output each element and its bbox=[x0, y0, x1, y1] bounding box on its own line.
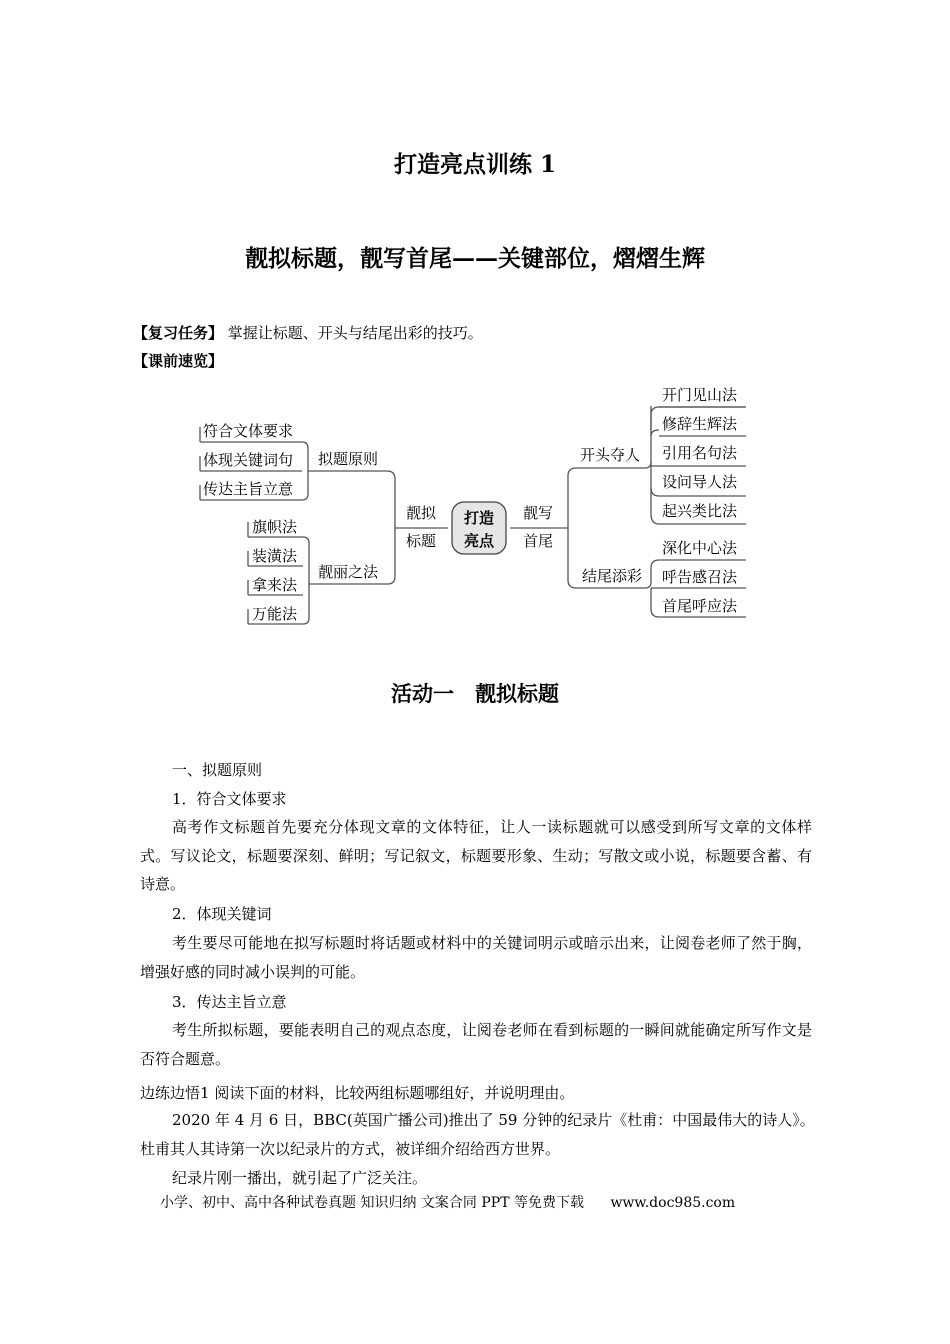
principle-label: 体现关键词 bbox=[196, 905, 272, 923]
right-branch-line-1: 靓写 bbox=[522, 504, 554, 522]
mindmap-group-label: 拟题原则 bbox=[317, 450, 379, 468]
mindmap-item: 传达主旨立意 bbox=[203, 480, 294, 498]
mindmap-item: 万能法 bbox=[252, 605, 298, 623]
section-heading: 一、拟题原则 bbox=[172, 761, 263, 779]
material-paragraph-2: 纪录片刚一播出，就引起了广泛关注。 bbox=[172, 1169, 428, 1187]
mindmap-item: 深化中心法 bbox=[662, 539, 738, 557]
page-title: 打造亮点训练 1 bbox=[393, 151, 556, 178]
principle-heading-2 bbox=[172, 903, 272, 924]
principle-number: 1． bbox=[172, 790, 197, 808]
mindmap-item: 开门见山法 bbox=[662, 386, 738, 404]
material-paragraph-1: 2020 年 4 月 6 日，BBC(英国广播公司)推出了 59 分钟的纪录片《杜甫：中国最伟大的诗人》。杜甫其人其诗第一次以纪录片的方式，被详细介绍给西方世界。 bbox=[140, 1111, 815, 1158]
left-branch-line-2: 标题 bbox=[405, 532, 437, 550]
activity-title: 活动一 靓拟标题 bbox=[391, 681, 559, 706]
footer-text: 小学、初中、高中各种试卷真题 知识归纳 文案合同 PPT 等免费下载 bbox=[160, 1195, 584, 1211]
principle-label: 传达主旨立意 bbox=[196, 993, 287, 1011]
principle-heading-3 bbox=[172, 991, 287, 1012]
mindmap-item: 引用名句法 bbox=[662, 444, 738, 462]
page-subtitle: 靓拟标题，靓写首尾——关键部位，熠熠生辉 bbox=[245, 245, 705, 272]
center-node-line-1: 打造 bbox=[463, 509, 495, 527]
footer-site: www.doc985.com bbox=[610, 1195, 736, 1211]
mindmap-item: 体现关键词句 bbox=[203, 451, 294, 469]
principle-text-3: 考生所拟标题，要能表明自己的观点态度，让阅卷老师在看到标题的一瞬间就能确定所写作文是否符合题意。 bbox=[140, 1021, 812, 1068]
mindmap-group-label: 开头夺人 bbox=[579, 446, 641, 464]
practice-prompt bbox=[140, 1082, 574, 1103]
mindmap-item: 呼告感召法 bbox=[662, 568, 738, 586]
preview-tag: 【课前速览】 bbox=[133, 352, 224, 370]
review-task-text: 掌握让标题、开头与结尾出彩的技巧。 bbox=[227, 324, 483, 342]
footer bbox=[160, 1192, 735, 1212]
mindmap-item: 旗帜法 bbox=[252, 518, 298, 536]
right-branch-line-2: 首尾 bbox=[522, 532, 554, 550]
review-task-tag: 【复习任务】 bbox=[133, 324, 224, 342]
mindmap-item: 符合文体要求 bbox=[203, 422, 294, 440]
principle-number: 2． bbox=[172, 905, 197, 923]
mindmap-group-label: 靓丽之法 bbox=[317, 563, 379, 581]
mindmap-item: 拿来法 bbox=[252, 576, 298, 594]
review-task bbox=[133, 322, 483, 343]
mindmap-item: 首尾呼应法 bbox=[662, 597, 738, 615]
principle-number: 3． bbox=[172, 993, 197, 1011]
left-branch-line-1: 靓拟 bbox=[405, 504, 437, 522]
practice-text: 1 阅读下面的材料，比较两组标题哪组好，并说明理由。 bbox=[200, 1084, 575, 1102]
mind-map bbox=[190, 378, 760, 633]
mindmap-item: 设问导人法 bbox=[662, 473, 738, 491]
mindmap-item: 装潢法 bbox=[252, 547, 298, 565]
principle-text-1: 高考作文标题首先要充分体现文章的文体特征，让人一读标题就可以感受到所写文章的文体样式。写议论文，标题要深刻、鲜明；写记叙文，标题要形象、生动；写散文或小说，标题要含蓄、有诗意。 bbox=[140, 818, 812, 893]
mindmap-group-label: 结尾添彩 bbox=[581, 567, 643, 585]
practice-label: 边练边悟 bbox=[140, 1084, 201, 1102]
principle-label: 符合文体要求 bbox=[196, 790, 287, 808]
principle-text-2: 考生要尽可能地在拟写标题时将话题或材料中的关键词明示或暗示出来，让阅卷老师了然于胸，增强好感的同时减小误判的可能。 bbox=[140, 934, 812, 981]
mindmap-item: 修辞生辉法 bbox=[662, 415, 738, 433]
principle-heading-1 bbox=[172, 788, 287, 809]
mindmap-item: 起兴类比法 bbox=[662, 502, 738, 520]
center-node-line-2: 亮点 bbox=[463, 532, 495, 550]
